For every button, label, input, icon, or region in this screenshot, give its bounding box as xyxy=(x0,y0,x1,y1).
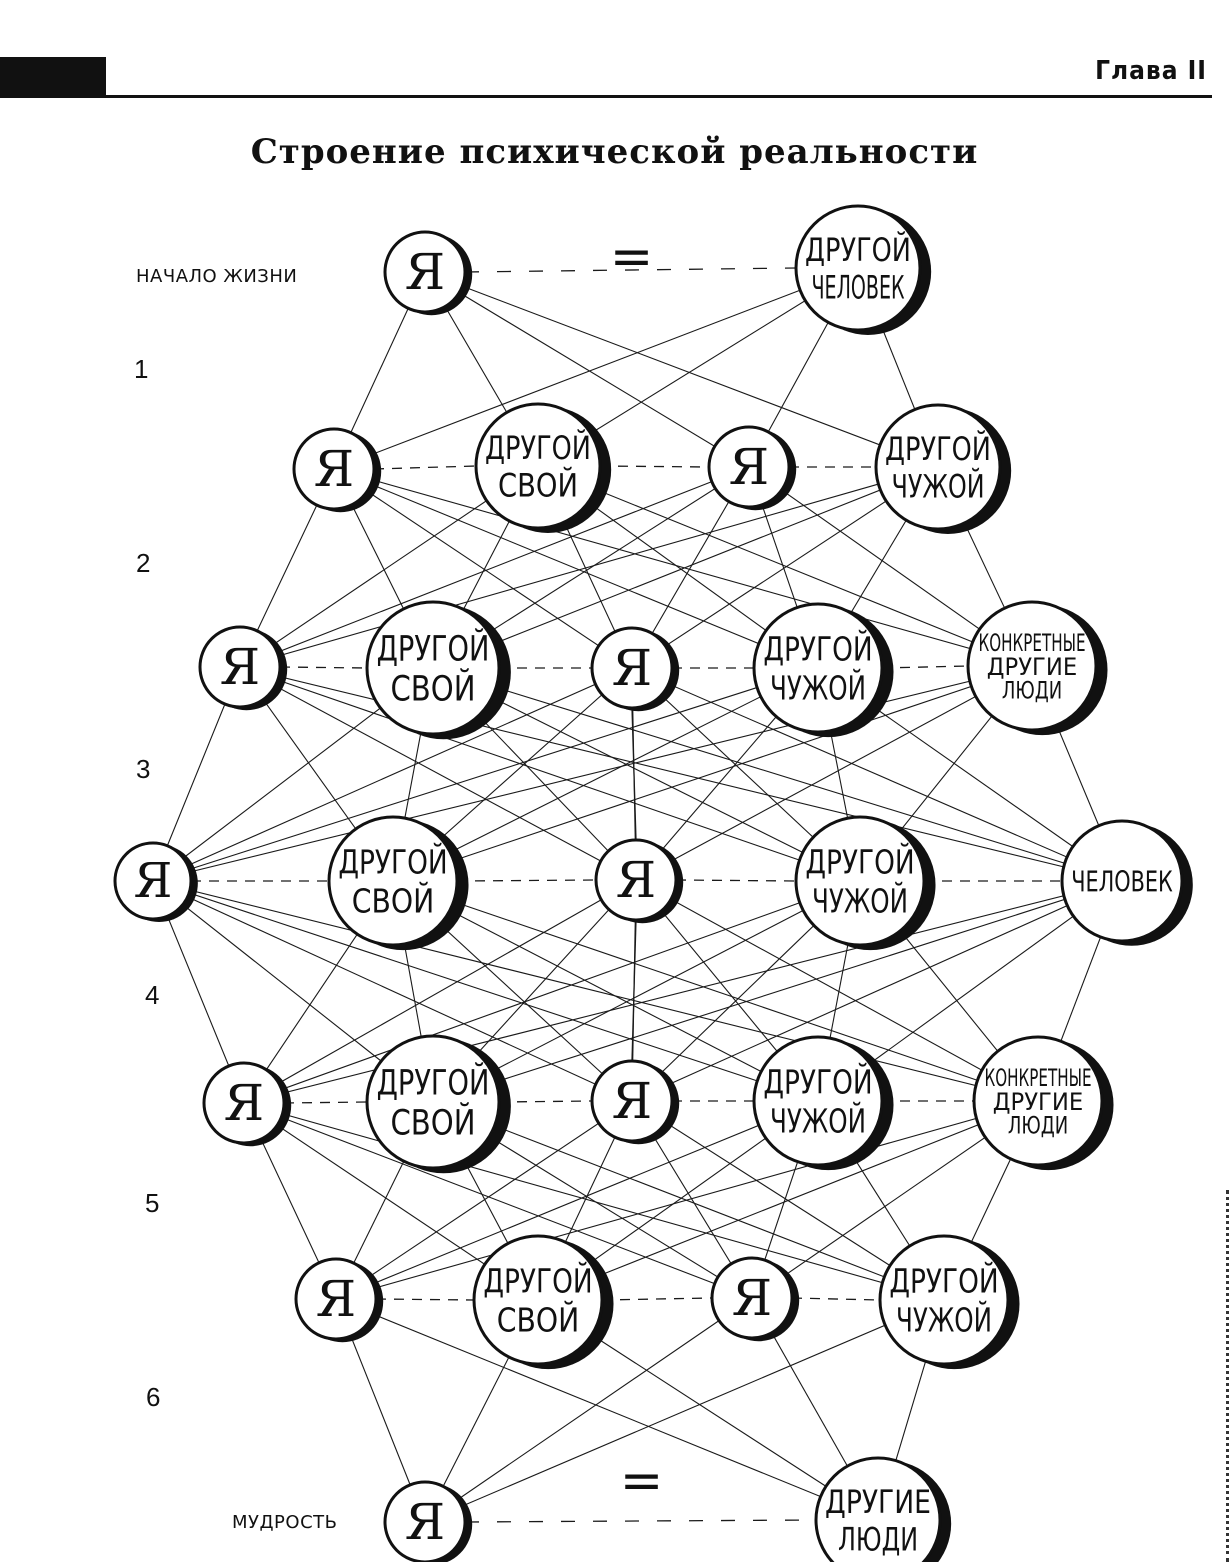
node-label-line: ЧУЖОЙ xyxy=(896,1300,1014,1340)
other-node xyxy=(880,1236,1020,1369)
node-label-line: СВОЙ xyxy=(498,466,578,505)
node-label: Я xyxy=(731,1268,773,1327)
node-label: Я xyxy=(133,852,173,909)
row-dashed-link xyxy=(602,1298,712,1300)
self-node xyxy=(294,429,381,512)
other-node xyxy=(367,602,511,739)
row-dashed-link xyxy=(376,1299,474,1300)
self-node xyxy=(200,627,287,710)
stage-number-1: 1 xyxy=(134,354,149,384)
node-label-line: ДРУГОЙ xyxy=(805,230,911,269)
self-node xyxy=(709,427,796,510)
node-label-line: ДРУГОЙ xyxy=(376,1063,505,1104)
node-label-line: ДРУГИЕ xyxy=(986,651,1078,681)
node-label-line: ДРУГОЙ xyxy=(889,1261,1014,1301)
node-label-line: ДРУГИЕ xyxy=(825,1482,931,1521)
node-label-line: СВОЙ xyxy=(390,1103,481,1144)
chapter-label: Глава II xyxy=(1095,56,1207,86)
other-node xyxy=(329,817,469,950)
node-label: Я xyxy=(219,637,261,696)
node-label-line: ЛЮДИ xyxy=(838,1520,918,1559)
node-label-line: СВОЙ xyxy=(390,669,481,710)
row-dashed-link xyxy=(882,666,968,668)
node-label-line: СВОЙ xyxy=(351,881,440,921)
node-label-line: ДРУГОЙ xyxy=(338,842,463,882)
row-dashed-link xyxy=(457,880,596,881)
row-label-start: НАЧАЛО ЖИЗНИ xyxy=(136,266,298,287)
other-node xyxy=(476,404,611,533)
node-label-line: КОНКРЕТНЫЕ xyxy=(984,1062,1092,1092)
row-dashed-link xyxy=(600,466,709,467)
scan-edge-artifact xyxy=(1214,1190,1229,1562)
other-node xyxy=(876,405,1011,534)
stage-number-6: 6 xyxy=(146,1382,161,1412)
self-node xyxy=(592,1061,679,1144)
node-label-line: ЛЮДИ xyxy=(1007,1110,1069,1140)
row-dashed-link xyxy=(465,1520,816,1522)
self-node xyxy=(115,843,198,922)
stage-number-3: 3 xyxy=(136,754,151,784)
node-label: Я xyxy=(615,850,657,909)
other-node xyxy=(796,817,936,950)
node-label-line: ДРУГОЙ xyxy=(483,1261,608,1301)
node-label: Я xyxy=(223,1073,265,1132)
self-node xyxy=(204,1063,291,1146)
node-label-line: ЛЮДИ xyxy=(1001,675,1063,705)
node-label-line: ДРУГОЙ xyxy=(763,629,888,669)
row-dashed-link xyxy=(676,880,796,881)
stage-number-2: 2 xyxy=(136,548,151,578)
node-label: Я xyxy=(611,638,653,697)
node-label-line: ДРУГОЙ xyxy=(763,1062,888,1102)
node-label: Я xyxy=(313,439,355,498)
row-label-end: МУДРОСТЬ xyxy=(232,1512,338,1533)
node-label-line: ДРУГОЙ xyxy=(376,629,505,670)
node-label-line: ДРУГОЙ xyxy=(885,429,991,468)
other-node xyxy=(796,206,931,335)
other-node xyxy=(974,1037,1114,1170)
node-label-line: КОНКРЕТНЫЕ xyxy=(978,627,1086,657)
other-node xyxy=(474,1236,614,1369)
node-label-line: ЧУЖОЙ xyxy=(891,467,985,506)
node-label-line: СВОЙ xyxy=(496,1300,585,1340)
node-label-line: ДРУГОЙ xyxy=(485,428,591,467)
self-node xyxy=(596,840,683,923)
node-label-line: ЧЕЛОВЕК xyxy=(1071,864,1173,899)
node-label: Я xyxy=(728,437,770,496)
row-dashed-link xyxy=(280,667,367,668)
node-label-line: ДРУГИЕ xyxy=(992,1086,1084,1116)
self-node xyxy=(385,1482,472,1562)
other-node xyxy=(754,1037,894,1170)
page-title: Строение психической реальности xyxy=(250,132,979,172)
node-label: Я xyxy=(404,242,446,301)
node-label: Я xyxy=(404,1492,446,1551)
stage-number-5: 5 xyxy=(145,1188,160,1218)
node-label-line: ЧЕЛОВЕК xyxy=(811,268,905,307)
node-label-line: ЧУЖОЙ xyxy=(812,881,930,921)
node-label: Я xyxy=(611,1071,653,1130)
equals-sign-top: = xyxy=(609,227,654,287)
self-node xyxy=(712,1258,799,1341)
row-dashed-link xyxy=(374,466,476,469)
vertical-axis-line xyxy=(632,708,636,840)
node-label: Я xyxy=(315,1269,357,1328)
other-node xyxy=(968,602,1108,735)
self-node xyxy=(385,232,472,315)
self-node xyxy=(592,628,679,711)
row-dashed-link xyxy=(284,1102,367,1103)
equals-sign-bottom: = xyxy=(619,1451,664,1511)
row-dashed-link xyxy=(792,1298,880,1300)
node-label-line: ЧУЖОЙ xyxy=(770,668,888,708)
other-node xyxy=(816,1458,951,1562)
other-node xyxy=(367,1036,511,1173)
other-node xyxy=(754,604,894,737)
node-label-line: ДРУГОЙ xyxy=(805,842,930,882)
row-dashed-link xyxy=(499,1101,592,1102)
stage-number-4: 4 xyxy=(145,980,160,1010)
other-node xyxy=(1062,821,1193,946)
node-label-line: ЧУЖОЙ xyxy=(770,1101,888,1141)
self-node xyxy=(296,1259,383,1342)
